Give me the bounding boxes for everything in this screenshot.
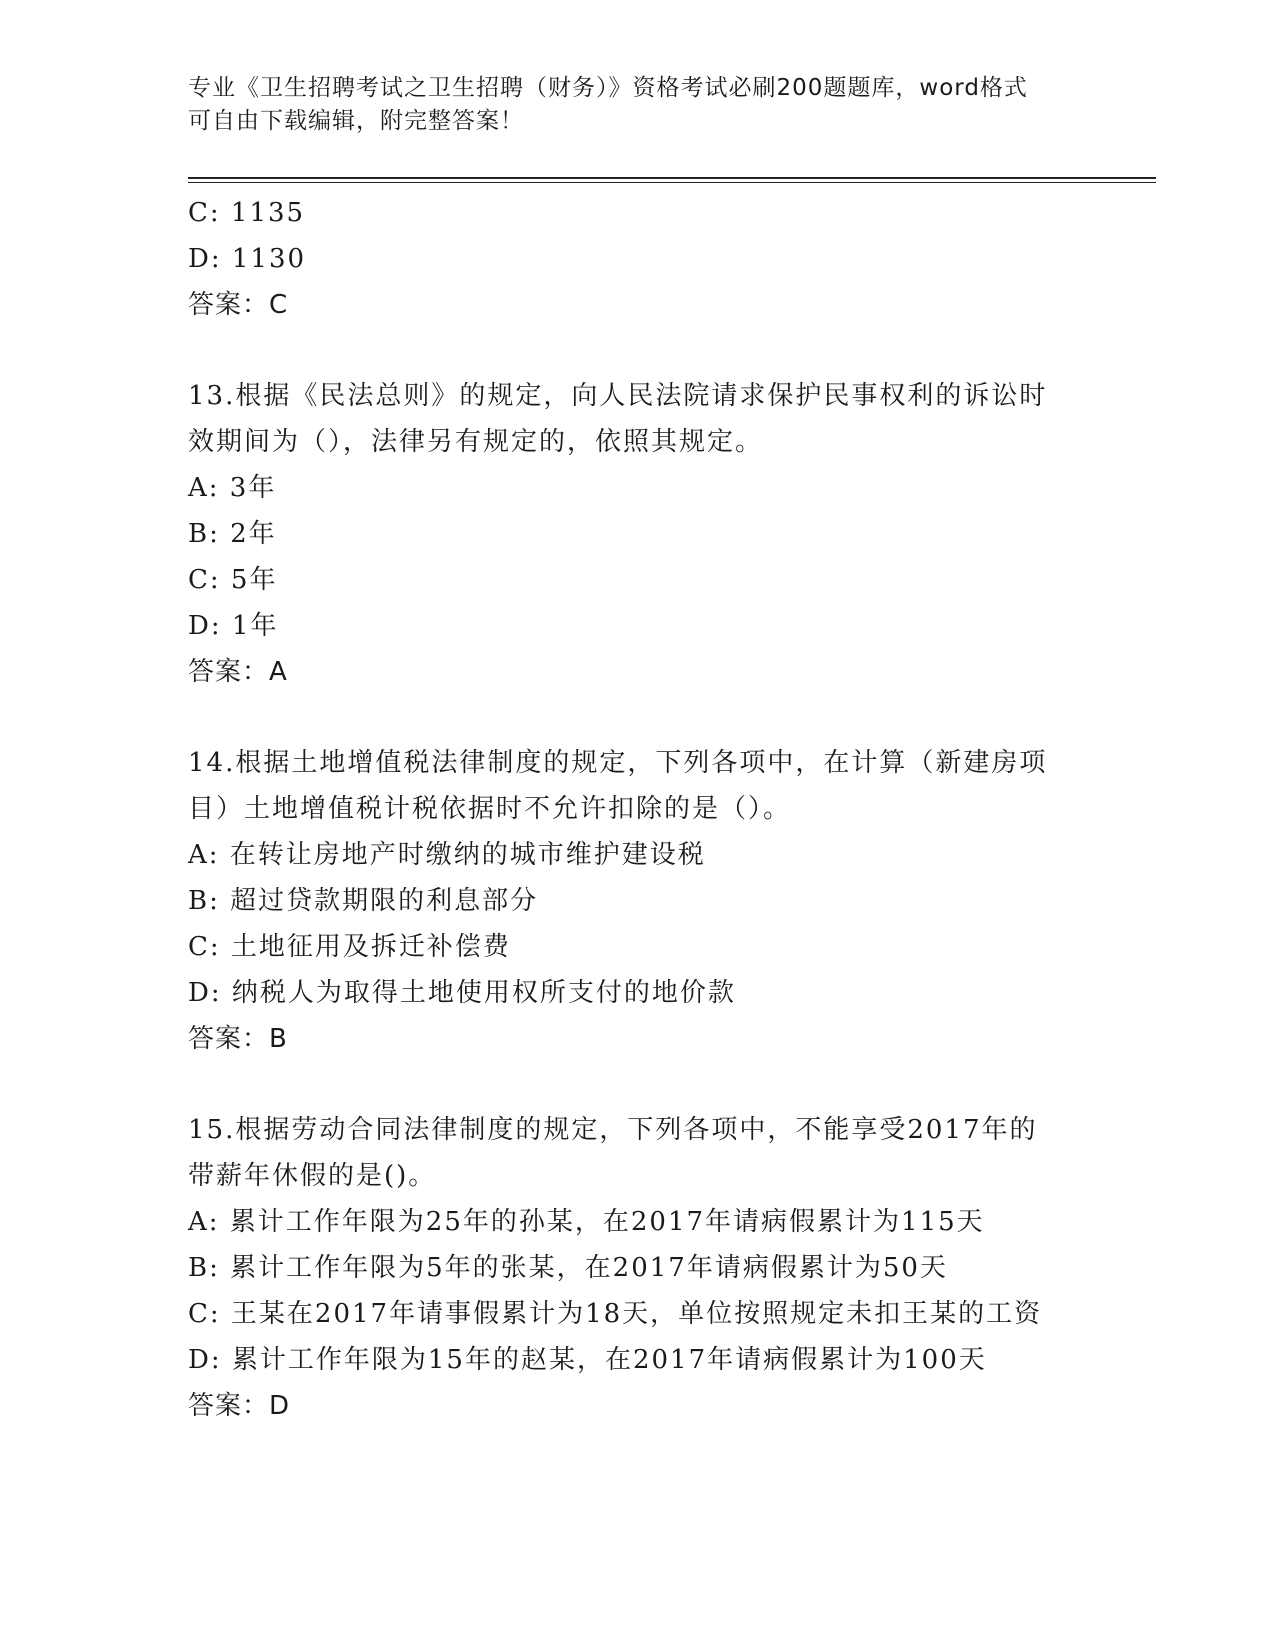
answer-line: 答案：D: [188, 1391, 291, 1421]
option-b: B: 超过贷款期限的利息部分: [188, 886, 539, 916]
answer-line: 答案：B: [188, 1024, 288, 1054]
question-15: [188, 1107, 1088, 1429]
option-c: C: 土地征用及拆迁补偿费: [188, 932, 511, 962]
answer-line: 答案：C: [188, 290, 289, 320]
document-header: [188, 72, 1068, 138]
header-line-2: 可自由下载编辑，附完整答案！: [188, 108, 524, 134]
question-stem: 目）土地增值税计税依据时不允许扣除的是（）。: [188, 794, 792, 824]
option-d: D: 1130: [188, 244, 307, 274]
question-14: [188, 740, 1088, 1062]
answer-line: 答案：A: [188, 657, 288, 687]
option-b: B: 2年: [188, 519, 277, 549]
question-stem: 14.根据土地增值税法律制度的规定，下列各项中，在计算（新建房项: [188, 748, 1048, 778]
header-rule-thick: [188, 177, 1156, 179]
question-fragment-12: [188, 190, 1088, 328]
option-c: C: 5年: [188, 565, 278, 595]
option-a: A: 3年: [188, 473, 277, 503]
question-13: [188, 373, 1088, 695]
option-d: D: 纳税人为取得土地使用权所支付的地价款: [188, 978, 736, 1008]
question-stem: 效期间为（），法律另有规定的，依照其规定。: [188, 427, 764, 457]
option-c: C: 1135: [188, 198, 306, 228]
option-b: B: 累计工作年限为5年的张某，在2017年请病假累计为50天: [188, 1253, 948, 1283]
question-stem: 带薪年休假的是()。: [188, 1161, 437, 1191]
header-rule-thin: [188, 182, 1156, 183]
option-a: A: 累计工作年限为25年的孙某，在2017年请病假累计为115天: [188, 1207, 985, 1237]
option-d: D: 1年: [188, 611, 279, 641]
document-body: [188, 190, 1088, 1429]
option-d: D: 累计工作年限为15年的赵某，在2017年请病假累计为100天: [188, 1345, 987, 1375]
question-stem: 13.根据《民法总则》的规定，向人民法院请求保护民事权利的诉讼时: [188, 381, 1048, 411]
question-stem: 15.根据劳动合同法律制度的规定，下列各项中，不能享受2017年的: [188, 1115, 1038, 1145]
option-c: C: 王某在2017年请事假累计为18天，单位按照规定未扣王某的工资: [188, 1299, 1043, 1329]
option-a: A: 在转让房地产时缴纳的城市维护建设税: [188, 840, 706, 870]
header-line-1: 专业《卫生招聘考试之卫生招聘（财务）》资格考试必刷200题题库，word格式: [188, 75, 1028, 101]
